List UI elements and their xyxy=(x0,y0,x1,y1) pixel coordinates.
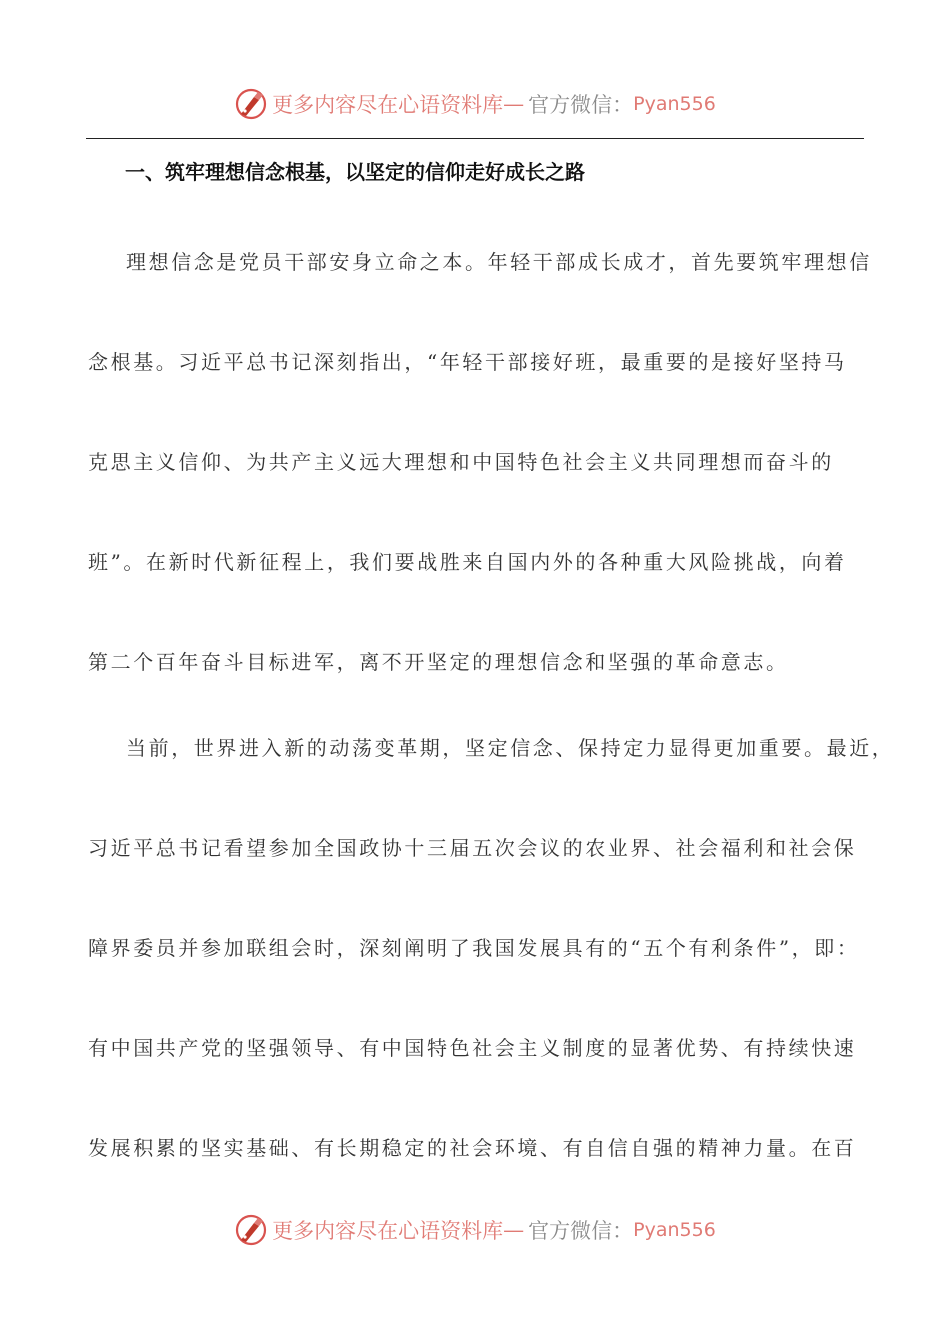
body-line: 发展积累的坚实基础、有长期稳定的社会环境、有自信自强的精神力量。在百 xyxy=(88,1136,857,1160)
body-line: 第二个百年奋斗目标进军，离不开坚定的理想信念和坚强的革命意志。 xyxy=(88,650,789,674)
body-line: 克思主义信仰、为共产主义远大理想和中国特色社会主义共同理想而奋斗的 xyxy=(88,450,834,474)
header-divider xyxy=(86,138,864,139)
body-line: 障界委员并参加联组会时，深刻阐明了我国发展具有的“五个有利条件”，即： xyxy=(88,936,860,960)
body-line: 有中国共产党的坚强领导、有中国特色社会主义制度的显著优势、有持续快速 xyxy=(88,1036,857,1060)
body-line: 理想信念是党员干部安身立命之本。年轻干部成长成才，首先要筑牢理想信 xyxy=(126,250,872,274)
banner-wechat-label: 官方微信： xyxy=(528,93,634,117)
banner-wechat-label: 官方微信： xyxy=(528,1219,634,1243)
section-heading: 一、筑牢理想信念根基，以坚定的信仰走好成长之路 xyxy=(125,160,585,184)
banner-brand-text: 更多内容尽在心语资料库 xyxy=(272,93,504,117)
banner-wechat-id: Pyan556 xyxy=(633,93,716,115)
pen-nib-logo-icon xyxy=(234,1213,268,1247)
body-line: 班”。在新时代新征程上，我们要战胜来自国内外的各种重大风险挑战，向着 xyxy=(88,550,847,574)
body-line: 习近平总书记看望参加全国政协十三届五次会议的农业界、社会福利和社会保 xyxy=(88,836,857,860)
banner-brand-text: 更多内容尽在心语资料库 xyxy=(272,1219,504,1243)
body-line: 当前，世界进入新的动荡变革期，坚定信念、保持定力显得更加重要。最近， xyxy=(126,736,895,760)
banner-wechat-id: Pyan556 xyxy=(633,1219,716,1241)
body-line: 念根基。习近平总书记深刻指出，“年轻干部接好班，最重要的是接好坚持马 xyxy=(88,350,847,374)
footer-banner xyxy=(0,1208,950,1252)
banner-separator: — xyxy=(503,92,525,116)
header-banner xyxy=(0,82,950,126)
banner-separator: — xyxy=(503,1218,525,1242)
pen-nib-logo-icon xyxy=(234,87,268,121)
